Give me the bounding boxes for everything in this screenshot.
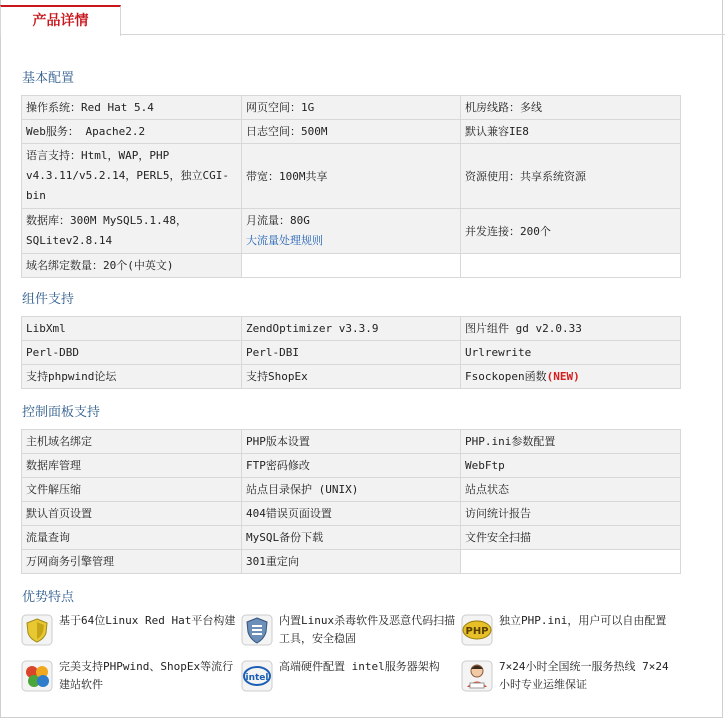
table-cell: 301重定向 [242,550,461,574]
intel-icon [241,660,273,692]
table-cell: 支持phpwind论坛 [22,365,242,389]
feature-text: 高端硬件配置 intel服务器架构 [279,660,440,673]
section-title-basic: 基本配置 [22,71,75,86]
table-cell: 文件解压缩 [22,478,242,502]
feature-item [461,612,671,648]
table-row [22,365,681,389]
table-cell-empty [461,254,681,278]
table-cell: PHP版本设置 [242,430,461,454]
table-cell: 机房线路：多线 [461,96,681,120]
table-cell: 支持ShopEx [242,365,461,389]
table-row [22,430,681,454]
section-title-components: 组件支持 [22,292,75,307]
table-row [22,144,681,209]
feature-item [461,658,671,694]
table-cell: 默认首页设置 [22,502,242,526]
table-cell: 日志空间：500M [242,120,461,144]
table-row [22,454,681,478]
components-table [21,316,681,389]
table-cell: 并发连接：200个 [461,209,681,254]
svg-text:PHP: PHP [465,626,489,637]
table-row [22,502,681,526]
table-cell: 图片组件 gd v2.0.33 [461,317,681,341]
table-cell: 默认兼容IE8 [461,120,681,144]
tab-product-detail[interactable]: 产品详情 [0,5,121,36]
table-cell: 主机域名绑定 [22,430,242,454]
table-cell: 404错误页面设置 [242,502,461,526]
feature-text: 内置Linux杀毒软件及恶意代码扫描工具，安全稳固 [279,614,456,645]
table-cell: 数据库：300M MySQL5.1.48，SQLitev2.8.14 [22,209,242,254]
section-title-panel: 控制面板支持 [22,405,101,420]
feature-item [21,612,236,648]
feature-text: 7×24小时全国统一服务热线 7×24小时专业运维保证 [499,660,669,691]
table-cell-empty [242,254,461,278]
table-cell: 流量查询 [22,526,242,550]
table-cell: FTP密码修改 [242,454,461,478]
table-cell: 域名绑定数量：20个(中英文) [22,254,242,278]
table-cell: 站点目录保护 (UNIX) [242,478,461,502]
antivirus-icon [241,614,273,646]
table-row [22,96,681,120]
php-icon [461,614,493,646]
basic-config-table [21,95,681,278]
svg-text:intel: intel [245,673,269,683]
feature-item [241,658,451,694]
table-cell: Urlrewrite [461,341,681,365]
traffic-rules-link[interactable]: 大流量处理规则 [246,234,323,247]
table-cell: ZendOptimizer v3.3.9 [242,317,461,341]
table-cell: MySQL备份下载 [242,526,461,550]
table-row [22,120,681,144]
table-cell: PHP.ini参数配置 [461,430,681,454]
table-cell-empty [461,550,681,574]
community-icon [21,660,53,692]
table-cell [461,365,681,389]
table-cell: Perl-DBD [22,341,242,365]
feature-item [241,612,456,648]
section-title-advantages: 优势特点 [22,590,75,605]
table-cell: LibXml [22,317,242,341]
table-cell: 数据库管理 [22,454,242,478]
feature-item [21,658,234,694]
fsockopen-label: Fsockopen函数 [465,370,547,383]
control-panel-table [21,429,681,574]
table-cell: 文件安全扫描 [461,526,681,550]
table-cell: Web服务： Apache2.2 [22,120,242,144]
table-row [22,550,681,574]
shield-icon [21,614,53,646]
support-icon [461,660,493,692]
table-row [22,254,681,278]
table-row [22,341,681,365]
table-cell [242,209,461,254]
feature-text: 完美支持PHPwind、ShopEx等流行建站软件 [59,660,234,691]
table-cell: 语言支持：Html，WAP，PHP v4.3.11/v5.2.14，PERL5，独立CGI-bin [22,144,242,209]
table-row [22,209,681,254]
new-badge: (NEW) [546,370,580,383]
table-cell: 访问统计报告 [461,502,681,526]
table-cell: 资源使用：共享系统资源 [461,144,681,209]
table-cell: 操作系统：Red Hat 5.4 [22,96,242,120]
table-row [22,526,681,550]
table-cell: WebFtp [461,454,681,478]
table-cell: 网页空间：1G [242,96,461,120]
table-row [22,478,681,502]
table-cell: 万网商务引擎管理 [22,550,242,574]
table-row [22,317,681,341]
monthly-traffic-text: 月流量：80G [246,214,310,227]
tab-bar [0,0,725,35]
feature-text: 独立PHP.ini，用户可以自由配置 [499,614,667,627]
table-cell: 带宽：100M共享 [242,144,461,209]
table-cell: 站点状态 [461,478,681,502]
feature-text: 基于64位Linux Red Hat平台构建 [59,614,236,627]
table-cell: Perl-DBI [242,341,461,365]
